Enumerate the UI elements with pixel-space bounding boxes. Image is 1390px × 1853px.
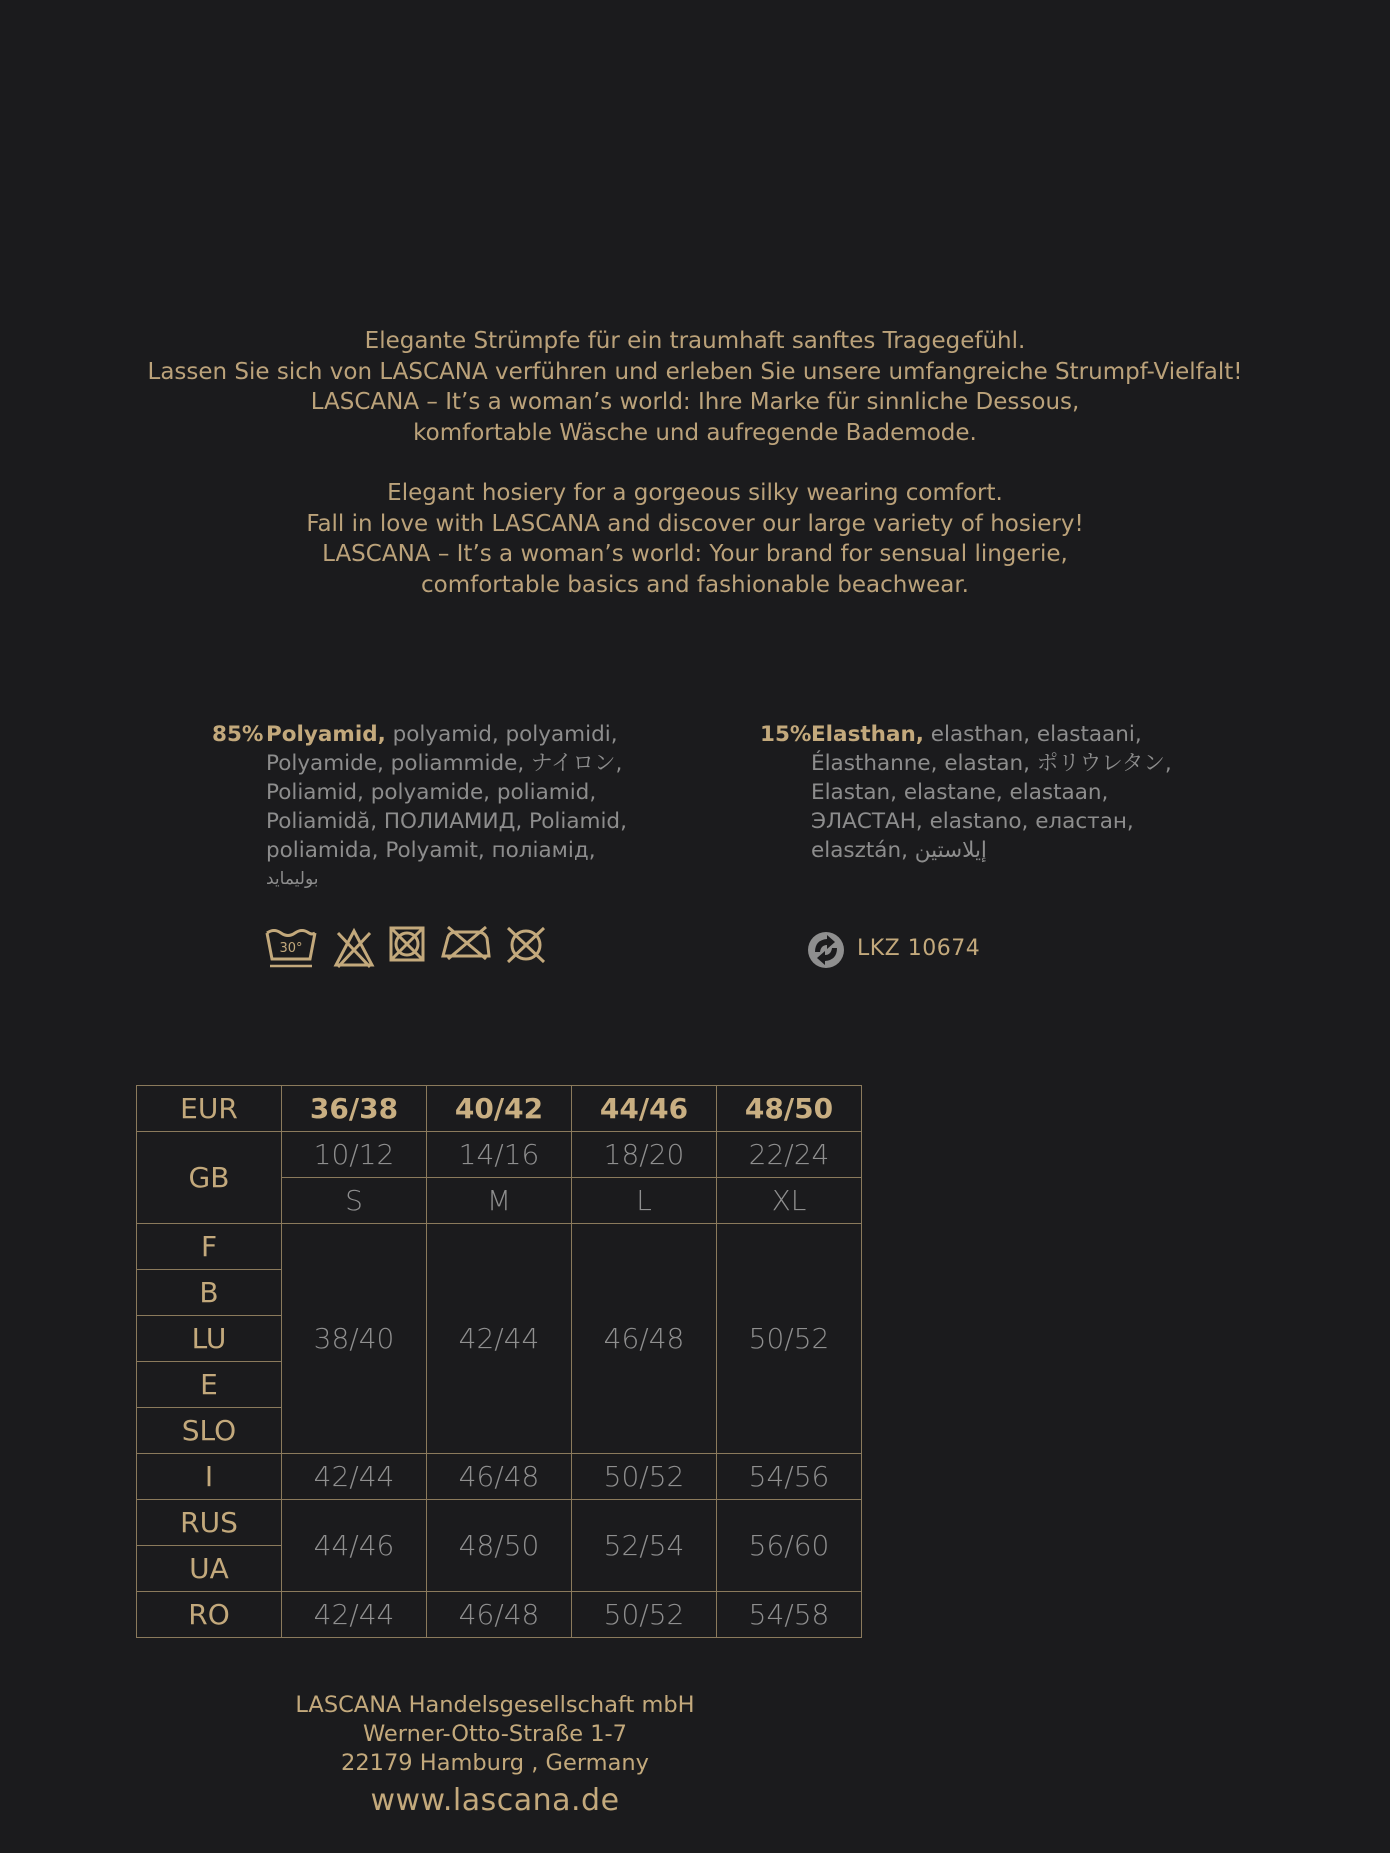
green-dot-icon — [806, 930, 846, 970]
table-cell: M — [427, 1178, 572, 1224]
table-row — [137, 1224, 862, 1270]
table-cell: 54/56 — [717, 1454, 862, 1500]
company-city: 22179 Hamburg , Germany — [341, 1750, 649, 1776]
table-row — [137, 1132, 862, 1178]
material-translation: Poliamid, polyamide, poliamid, — [266, 780, 597, 805]
intro-en-line: comfortable basics and fashionable beachwear. — [420, 571, 969, 598]
row-label: RUS — [137, 1500, 282, 1546]
material-translation: ЭЛАСТАН, elastano, еластан, — [811, 809, 1134, 834]
table-cell: 46/48 — [572, 1224, 717, 1454]
table-row — [137, 1592, 862, 1638]
table-row — [137, 1086, 862, 1132]
table-cell: 56/60 — [717, 1500, 862, 1592]
no-iron-icon — [440, 925, 492, 961]
material-translation: polyamid, polyamidi, — [385, 722, 618, 747]
material-translation-arabic: بوليمايد — [266, 869, 319, 889]
material-translation: Poliamidă, ПОЛИАМИД, Poliamid, — [266, 809, 627, 834]
wash-30-icon — [264, 925, 318, 969]
table-cell: S — [282, 1178, 427, 1224]
table-cell: 38/40 — [282, 1224, 427, 1454]
intro-text — [0, 326, 1390, 600]
table-cell: 42/44 — [282, 1592, 427, 1638]
company-street: Werner-Otto-Straße 1-7 — [362, 1721, 627, 1747]
intro-en-line: Elegant hosiery for a gorgeous silky wearing comfort. — [387, 480, 1003, 506]
row-label: E — [137, 1362, 282, 1408]
row-label-ro: RO — [137, 1592, 282, 1638]
row-label: UA — [137, 1546, 282, 1592]
table-cell: XL — [717, 1178, 862, 1224]
row-label-eur: EUR — [137, 1086, 282, 1132]
material-name: Polyamid, — [266, 722, 386, 747]
table-cell: 18/20 — [572, 1132, 717, 1178]
table-cell: 50/52 — [572, 1454, 717, 1500]
table-row — [137, 1500, 862, 1546]
column-header: 36/38 — [282, 1086, 427, 1132]
composition-percent: 15% — [760, 722, 812, 747]
intro-en-line: Fall in love with LASCANA and discover our large variety of hosiery! — [306, 510, 1084, 537]
table-cell: 42/44 — [282, 1454, 427, 1500]
column-header: 44/46 — [572, 1086, 717, 1132]
intro-de-line: LASCANA – It’s a woman’s world: Ihre Marke für sinnliche Dessous, — [310, 389, 1080, 415]
row-label: SLO — [137, 1408, 282, 1454]
row-label: B — [137, 1270, 282, 1316]
table-cell: 54/58 — [717, 1592, 862, 1638]
table-row — [137, 1454, 862, 1500]
intro-de-line: Lassen Sie sich von LASCANA verführen und erleben Sie unsere umfangreiche Strumpf-Vielfalt! — [147, 358, 1243, 385]
table-cell: 50/52 — [572, 1592, 717, 1638]
no-dry-clean-icon — [504, 925, 548, 965]
material-name: Elasthan, — [811, 722, 924, 747]
material-translation: Élasthanne, elastan, ポリウレタン, — [811, 751, 1172, 776]
recycling-code: LKZ 10674 — [857, 936, 981, 961]
material-translation: Polyamide, poliammide, ナイロン, — [266, 751, 623, 776]
material-translation: poliamida, Polyamit, поліамід, — [266, 838, 596, 863]
table-cell: 14/16 — [427, 1132, 572, 1178]
intro-de-line: komfortable Wäsche und aufregende Bademode. — [413, 419, 977, 446]
table-cell: 10/12 — [282, 1132, 427, 1178]
table-cell: 22/24 — [717, 1132, 862, 1178]
no-tumble-dry-icon — [388, 925, 426, 963]
table-cell: 48/50 — [427, 1500, 572, 1592]
intro-de-line: Elegante Strümpfe für ein traumhaft sanftes Tragegefühl. — [364, 328, 1026, 354]
table-cell: 44/46 — [282, 1500, 427, 1592]
table-cell: 42/44 — [427, 1224, 572, 1454]
svg-text:30°: 30° — [279, 941, 303, 956]
row-label: F — [137, 1224, 282, 1270]
material-translation: elasthan, elastaani, — [923, 722, 1142, 747]
size-chart-table — [136, 1085, 862, 1638]
table-cell: 46/48 — [427, 1592, 572, 1638]
website-link[interactable]: www.lascana.de — [370, 1783, 620, 1818]
table-cell: 52/54 — [572, 1500, 717, 1592]
table-cell: L — [572, 1178, 717, 1224]
table-cell: 46/48 — [427, 1454, 572, 1500]
intro-en-line: LASCANA – It’s a woman’s world: Your brand for sensual lingerie, — [322, 541, 1068, 567]
row-label: LU — [137, 1316, 282, 1362]
material-translation: elasztán, إيلاستين — [811, 838, 987, 863]
no-bleach-icon — [332, 925, 376, 969]
company-footer — [250, 1691, 740, 1818]
row-label-i: I — [137, 1454, 282, 1500]
composition-percent: 85% — [212, 722, 264, 747]
table-cell: 50/52 — [717, 1224, 862, 1454]
company-name: LASCANA Handelsgesellschaft mbH — [295, 1692, 695, 1718]
material-translation: Elastan, elastane, elastaan, — [811, 780, 1109, 805]
column-header: 40/42 — [427, 1086, 572, 1132]
column-header: 48/50 — [717, 1086, 862, 1132]
row-label-gb: GB — [137, 1132, 282, 1224]
